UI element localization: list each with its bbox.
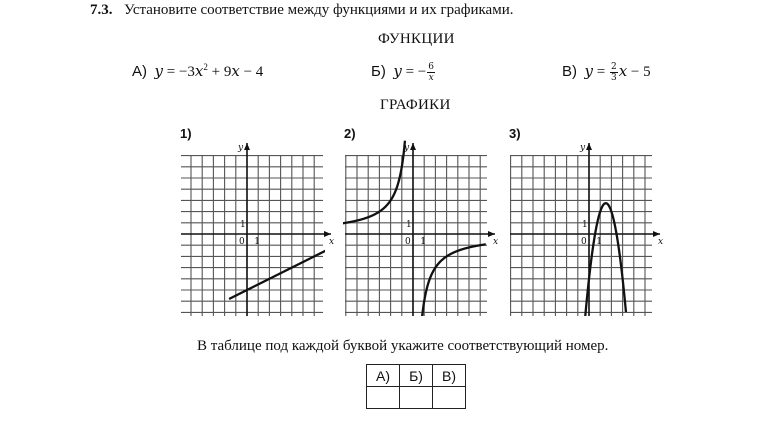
y-axis-arrow: [586, 143, 592, 150]
answer-cell-a[interactable]: [367, 387, 400, 409]
task-number: 7.3.: [90, 2, 113, 18]
origin-label: 0: [581, 237, 587, 247]
answer-table: [366, 364, 466, 409]
x-axis-label: x: [329, 237, 335, 247]
function-a-formula: $y = -3x^2 + 9x - 4$: [154, 62, 264, 80]
function-v-label: В): [562, 63, 577, 80]
answer-header-b: Б): [400, 365, 433, 387]
graph-3-label: 3): [509, 126, 521, 141]
unit-x-label: 1: [596, 237, 602, 247]
y-axis-label: y: [404, 143, 410, 153]
function-a: [132, 62, 263, 81]
graph-1-line: [178, 140, 338, 318]
answer-table-header-row: [367, 365, 466, 387]
x-axis-label: x: [658, 237, 664, 247]
answer-table-input-row: [367, 387, 466, 409]
unit-y-label: 1: [240, 219, 246, 230]
function-b-formula: y = − $\frac{6}{x}$: [393, 62, 434, 84]
graph-3-parabola: [507, 140, 667, 318]
function-b: [371, 62, 436, 83]
function-b-label: Б): [371, 63, 386, 80]
answer-header-v: В): [433, 365, 466, 387]
unit-x-label: 1: [254, 237, 260, 247]
unit-x-label: 1: [420, 237, 426, 247]
unit-y-label: 1: [582, 219, 588, 230]
graph-2-label: 2): [344, 126, 356, 141]
answer-cell-v[interactable]: [433, 387, 466, 409]
x-axis-label: x: [493, 237, 499, 247]
answer-cell-b[interactable]: [400, 387, 433, 409]
unit-y-label: 1: [406, 219, 412, 230]
function-curve: [229, 250, 328, 299]
task-text: Установите соответствие между функциями и их графиками.: [124, 2, 514, 18]
instruction-text: В таблице под каждой буквой укажите соответствующий номер.: [197, 338, 609, 354]
origin-label: 0: [239, 237, 245, 247]
origin-label: 0: [405, 237, 411, 247]
graph-1-label: 1): [180, 126, 192, 141]
functions-heading: ФУНКЦИИ: [378, 31, 455, 47]
answer-header-a: А): [367, 365, 400, 387]
y-axis-arrow: [410, 143, 416, 150]
function-v: [562, 62, 651, 83]
function-a-label: А): [132, 63, 147, 80]
y-axis-label: y: [580, 143, 586, 153]
y-axis-label: y: [238, 143, 244, 153]
function-v-formula: y = $\frac{2}{3}$ x − 5: [584, 62, 651, 84]
y-axis-arrow: [244, 143, 250, 150]
graphs-heading: ГРАФИКИ: [380, 97, 451, 113]
graph-2-hyperbola: [342, 140, 502, 318]
